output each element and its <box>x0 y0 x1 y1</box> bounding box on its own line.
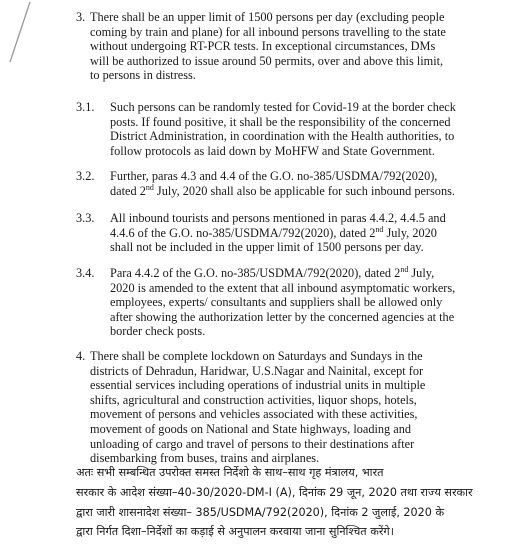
text-line: movement of goods on National and State highways, loading and <box>90 421 412 436</box>
text-line: unloading of cargo and travel of persons to their destinations after <box>90 436 415 451</box>
hindi-closing-paragraph <box>76 463 473 542</box>
clause-3 <box>76 10 464 83</box>
hindi-text-line: सरकार के आदेश संख्या–40-30/2020-DM-I (A), दिनांक 29 जून, 2020 तथा राज्य सरकार <box>76 485 473 499</box>
text-line: dated 2nd July, 2020 shall also be applicable for such inbound persons. <box>110 182 455 198</box>
text-line: disembarking from buses, trains and airplanes. <box>90 451 320 466</box>
text-line: coming by train and plane) for all inbound persons travelling to the state <box>90 24 446 39</box>
text-line: districts of Dehradun, Haridwar, U.S.Nagar and Nainital, except for <box>90 363 424 378</box>
text-line: movement of persons and vehicles associated with these activities, <box>90 407 418 422</box>
text-line: employees, experts/ consultants and suppliers shall be allowed only <box>110 295 443 310</box>
clause-3-4 <box>76 266 468 339</box>
clause-3-2 <box>76 169 468 198</box>
text-line: essential services including operations of industrial units in multiple <box>90 378 426 393</box>
text-line: 4.4.6 of the G.O. no-385/USDMA/792(2020), dated 2nd July, 2020 <box>110 224 437 240</box>
clause-number: 4. <box>76 349 86 363</box>
text-line: Further, paras 4.3 and 4.4 of the G.O. no-385/USDMA/792(2020), <box>110 169 438 183</box>
pen-stroke-mark <box>0 0 40 70</box>
text-line: posts. If found positive, it shall be the responsibility of the concerned <box>110 114 451 129</box>
clause-number: 3.3. <box>76 211 95 225</box>
clause-4 <box>76 349 468 466</box>
text-line: There shall be an upper limit of 1500 persons per day (excluding people <box>90 10 445 24</box>
text-line: border check posts. <box>110 324 206 339</box>
text-line: shifts, agricultural and construction activities, liquor shops, hotels, <box>90 392 417 407</box>
text-line: will be authorized to issue around 50 permits, over and above this limit, <box>90 53 444 68</box>
clause-number: 3. <box>76 10 86 24</box>
text-line: shall not be included in the upper limit of 1500 persons per day. <box>110 240 424 255</box>
clause-number: 3.1. <box>76 100 95 114</box>
clause-3-3 <box>76 211 468 255</box>
clause-number: 3.4. <box>76 266 95 280</box>
text-line: There shall be complete lockdown on Saturdays and Sundays in the <box>90 349 423 363</box>
text-line: District Administration, in coordination with the Health authorities, to <box>110 129 455 144</box>
text-line: after showing the authorization letter by the concerned agencies at the <box>110 309 455 324</box>
hindi-text-line: अतः सभी सम्बन्धित उपरोक्त समस्त निर्देशो के साथ–साथ गृह मंत्रालय, भारत <box>76 466 384 479</box>
text-line: follow protocols as laid down by MoHFW and State Government. <box>110 143 435 158</box>
text-line: without undergoing RT-PCR tests. In exceptional circumstances, DMs <box>90 39 436 54</box>
text-line: All inbound tourists and persons mentioned in paras 4.4.2, 4.4.5 and <box>110 211 446 225</box>
hindi-text-line: द्वारा जारी शासनादेश संख्या– 385/USDMA/792(2020), दिनांक 2 जुलाई, 2020 के <box>76 505 445 519</box>
text-line: Such persons can be randomly tested for Covid-19 at the border check <box>110 100 456 114</box>
text-line: 2020 is amended to the extent that all inbound asymptomatic workers, <box>110 280 456 295</box>
text-line: to persons in distress. <box>90 68 196 83</box>
clause-3-1 <box>76 100 468 158</box>
text-line: Para 4.4.2 of the G.O. no-385/USDMA/792(2020), dated 2nd July, <box>110 264 435 280</box>
hindi-text-line: द्वारा निर्गत दिशा–निर्देशों का कड़ाई से अनुपालन करवाया जाना सुनिश्चित करेंगे। <box>76 525 394 539</box>
clause-number: 3.2. <box>76 169 95 183</box>
